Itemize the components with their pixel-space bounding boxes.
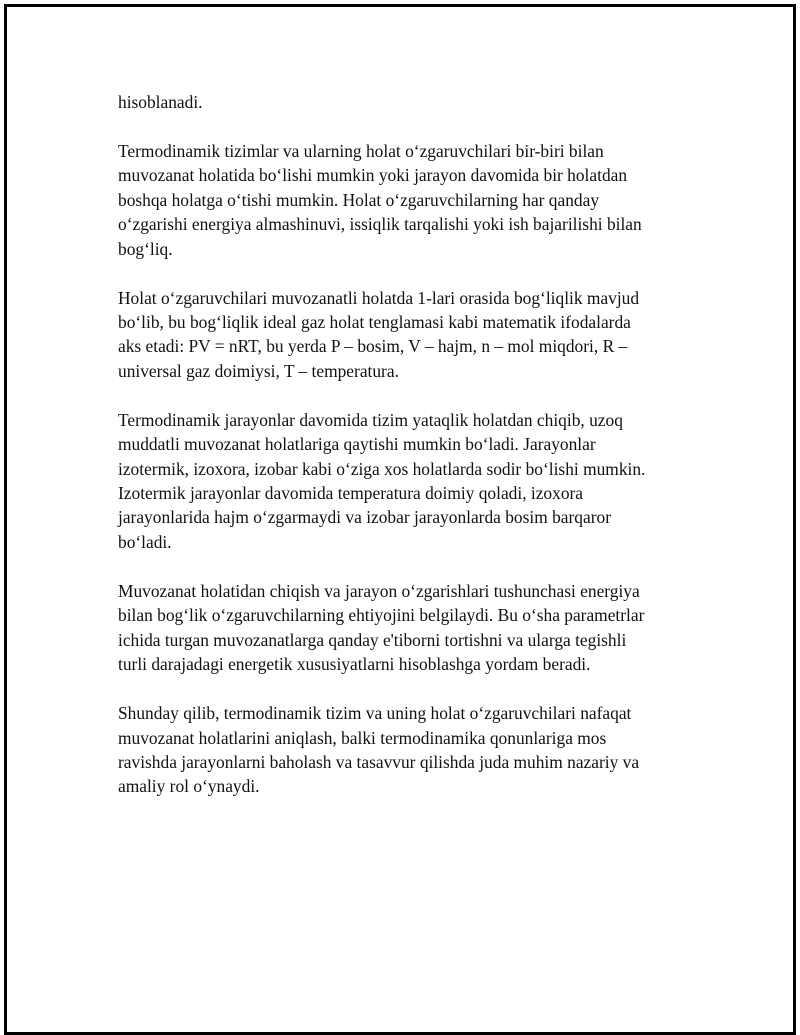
- text-line: universal gaz doimiysi, T – temperatura.: [118, 360, 399, 381]
- text-line: bo‘lib, bu bog‘liqlik ideal gaz holat tenglamasi kabi matematik ifodalarda: [118, 312, 631, 333]
- text-line: jarayonlarida hajm o‘zgarmaydi va izobar jarayonlarda bosim barqaror: [118, 507, 612, 528]
- paragraph-5: [118, 579, 688, 677]
- text-line: Termodinamik jarayonlar davomida tizim yataqlik holatdan chiqib, uzoq: [118, 409, 623, 430]
- document-body: [118, 90, 688, 823]
- text-line: izotermik, izoxora, izobar kabi o‘ziga xos holatlarda sodir bo‘lishi mumkin.: [118, 458, 646, 479]
- text-line: Izotermik jarayonlar davomida temperatura doimiy qoladi, izoxora: [118, 483, 584, 504]
- text-line: muvozanat holatida bo‘lishi mumkin yoki jarayon davomida bir holatdan: [118, 165, 628, 186]
- text-line: muddatli muvozanat holatlariga qaytishi mumkin bo‘ladi. Jarayonlar: [118, 434, 596, 455]
- text-line: turli darajadagi energetik xususiyatlarni hisoblashga yordam beradi.: [118, 654, 591, 675]
- paragraph-4: [118, 408, 688, 554]
- text-line: Shunday qilib, termodinamik tizim va uning holat o‘zgaruvchilari nafaqat: [118, 703, 632, 724]
- text-line: bo‘ladi.: [118, 531, 172, 552]
- text-line: bilan bog‘lik o‘zgaruvchilarning ehtiyojini belgilaydi. Bu o‘sha parametrlar: [118, 605, 645, 626]
- text-line: ichida turgan muvozanatlarga qanday e'tiborni tortishni va ularga tegishli: [118, 629, 627, 650]
- paragraph-1: [118, 90, 688, 114]
- text-line: hisoblanadi.: [118, 92, 203, 112]
- text-line: ravishda jarayonlarni baholash va tasavvur qilishda juda muhim nazariy va: [118, 751, 640, 772]
- text-line: aks etadi: PV = nRT, bu yerda P – bosim, V – hajm, n – mol miqdori, R –: [118, 336, 628, 357]
- text-line: Muvozanat holatidan chiqish va jarayon o‘zgarishlari tushunchasi energiya: [118, 580, 640, 601]
- paragraph-3: [118, 286, 688, 384]
- text-line: boshqa holatga o‘tishi mumkin. Holat o‘zgaruvchilarning har qanday: [118, 189, 600, 210]
- paragraph-2: [118, 139, 688, 261]
- text-line: muvozanat holatlarini aniqlash, balki termodinamika qonunlariga mos: [118, 727, 607, 748]
- text-line: Holat o‘zgaruvchilari muvozanatli holatda 1-lari orasida bog‘liqlik mavjud: [118, 287, 640, 308]
- text-line: bog‘liq.: [118, 238, 173, 259]
- paragraph-6: [118, 701, 688, 799]
- text-line: amaliy rol o‘ynaydi.: [118, 776, 260, 797]
- text-line: o‘zgarishi energiya almashinuvi, issiqlik tarqalishi yoki ish bajarilishi bilan: [118, 214, 642, 235]
- text-line: Termodinamik tizimlar va ularning holat o‘zgaruvchilari bir-biri bilan: [118, 141, 604, 161]
